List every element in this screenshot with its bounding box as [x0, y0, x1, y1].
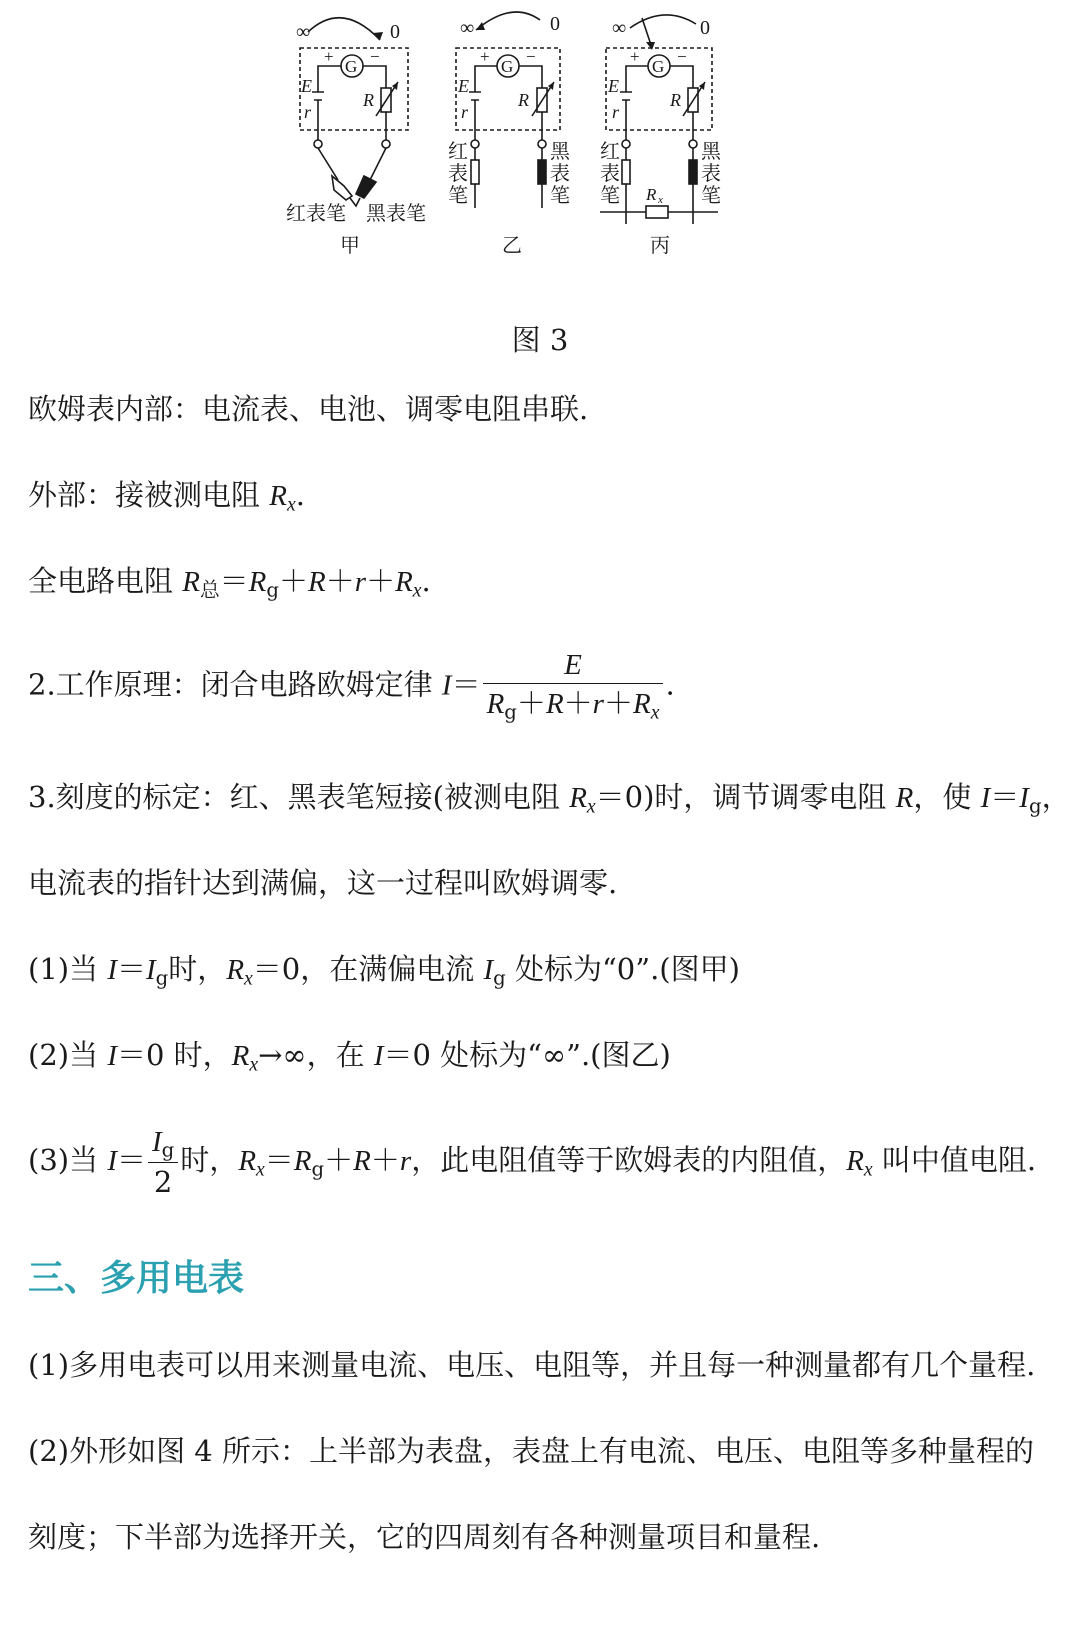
text-line-9: (3)当 I＝ $\frac{I_g}{2}$ 时，$R_x=R_g+R+r$，此电阻值等于欧姆表的内阻值，$R_x$ 叫中值电阻.	[28, 1126, 1037, 1200]
svg-text:+: +	[324, 47, 334, 66]
svg-text:E: E	[301, 76, 312, 96]
svg-text:E: E	[458, 76, 469, 96]
svg-text:∞: ∞	[296, 21, 311, 43]
svg-text:∞: ∞	[612, 17, 627, 39]
svg-text:E: E	[608, 76, 619, 96]
text-line-4: 2.工作原理：闭合电路欧姆定律 I＝ $\frac{E}{R_g+R+r+R_x}$ .	[28, 649, 675, 724]
svg-text:+: +	[480, 47, 490, 66]
text-line-6: 电流表的指针达到满偏，这一过程叫欧姆调零.	[28, 866, 618, 900]
svg-text:笔: 笔	[701, 183, 721, 207]
svg-text:笔: 笔	[600, 183, 620, 207]
panel-label-yi: 乙	[502, 233, 522, 257]
svg-text:黑: 黑	[701, 139, 721, 163]
svg-text:表: 表	[550, 161, 570, 185]
svg-text:黑: 黑	[550, 139, 570, 163]
panel-label-jia: 甲	[340, 233, 360, 257]
text-line-8: (2)当 I＝0 时，$R_x\to\infty$，在 I＝0 处标为“∞”.(图乙)	[28, 1038, 671, 1076]
svg-text:笔: 笔	[550, 183, 570, 207]
svg-text:笔: 笔	[448, 183, 468, 207]
ohm-law-fraction: $\frac{E}{R_g+R+r+R_x}$	[483, 648, 664, 725]
text-line-1: 欧姆表内部：电流表、电池、调零电阻串联.	[28, 392, 589, 426]
svg-text:R: R	[518, 90, 529, 110]
svg-text:G: G	[652, 57, 665, 76]
svg-text:−: −	[677, 47, 687, 66]
svg-text:0: 0	[550, 13, 560, 35]
section-heading: 三、多用电表	[28, 1258, 245, 1299]
svg-text:R: R	[363, 90, 374, 110]
svg-text:r: r	[612, 102, 620, 122]
svg-text:表: 表	[600, 161, 620, 185]
svg-text:r: r	[304, 102, 312, 122]
text-line-2: 外部：接被测电阻 $R_x$.	[28, 478, 305, 516]
figure-3	[0, 0, 1080, 280]
text-line-5: 3.刻度的标定：红、黑表笔短接(被测电阻 $R_x=0$)时，调节调零电阻 R，使 $I=I_g$，	[28, 780, 1071, 818]
svg-text:红: 红	[600, 139, 620, 163]
svg-text:红: 红	[448, 139, 468, 163]
circuit-jia	[286, 18, 426, 257]
svg-text:0: 0	[390, 21, 400, 43]
svg-text:∞: ∞	[460, 17, 475, 39]
svg-text:红表笔: 红表笔	[286, 201, 346, 225]
svg-text:R: R	[670, 90, 681, 110]
figure-caption: 图 3	[511, 323, 569, 357]
svg-text:x: x	[658, 194, 663, 206]
svg-text:0: 0	[700, 17, 710, 39]
half-ig-fraction: $\frac{I_g}{2}$	[148, 1124, 178, 1200]
circuit-bing	[600, 15, 722, 257]
text-line-12: 刻度；下半部为选择开关，它的四周刻有各种测量项目和量程.	[28, 1520, 821, 1554]
text-line-10: (1)多用电表可以用来测量电流、电压、电阻等，并且每一种测量都有几个量程.	[28, 1348, 1036, 1382]
svg-text:表: 表	[701, 161, 721, 185]
svg-text:黑表笔: 黑表笔	[366, 201, 426, 225]
svg-text:R: R	[646, 185, 657, 204]
circuit-yi	[448, 12, 571, 257]
panel-label-bing: 丙	[650, 233, 670, 257]
svg-text:r: r	[461, 102, 469, 122]
text-line-11: (2)外形如图 4 所示：上半部为表盘，表盘上有电流、电压、电阻等多种量程的	[28, 1434, 1034, 1468]
svg-text:−: −	[370, 47, 380, 66]
text-line-7: (1)当 $I=I_g$时，$R_x=0$，在满偏电流 $I_g$ 处标为“0”.(图甲)	[28, 952, 740, 990]
svg-text:G: G	[501, 57, 514, 76]
svg-text:−: −	[526, 47, 536, 66]
text-line-3: 全电路电阻 $R_总=R_g+R+r+R_x$.	[28, 564, 431, 602]
svg-text:表: 表	[448, 161, 468, 185]
svg-text:+: +	[630, 47, 640, 66]
svg-text:G: G	[345, 57, 358, 76]
